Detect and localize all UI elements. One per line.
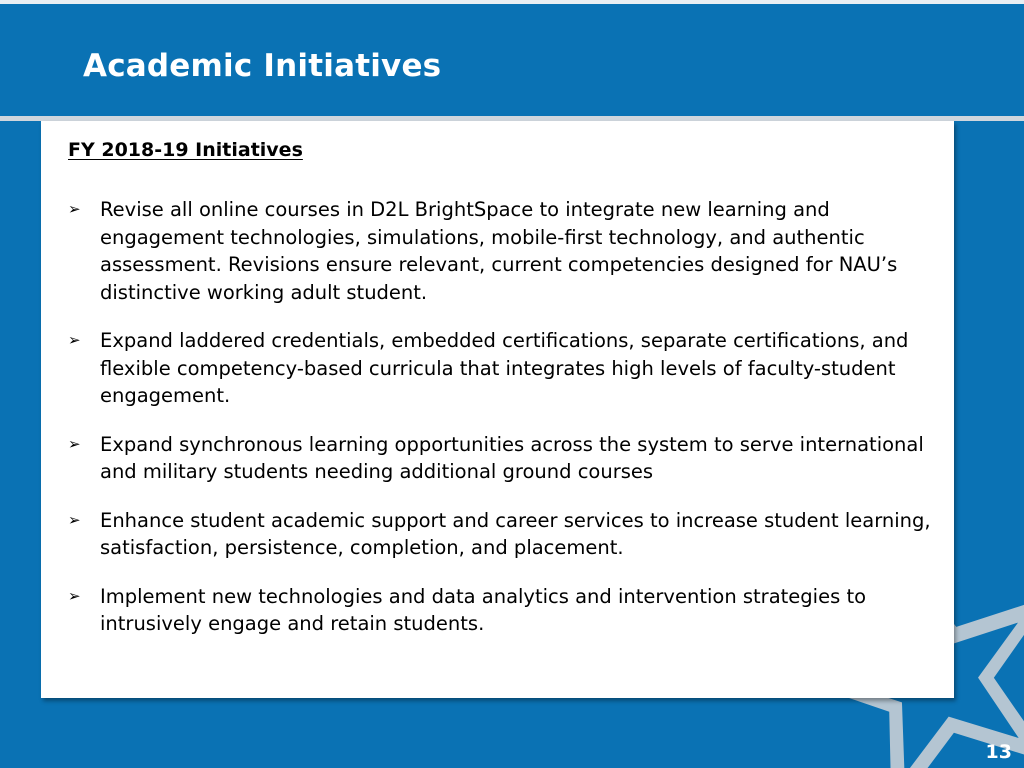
arrowhead-bullet-icon: ➢ xyxy=(68,434,81,453)
arrowhead-bullet-icon: ➢ xyxy=(68,510,81,529)
list-item xyxy=(68,196,948,306)
list-item-text: Expand synchronous learning opportunities across the system to serve international and military students needing additional ground courses xyxy=(100,432,924,483)
list-item-text: Revise all online courses in D2L BrightSpace to integrate new learning and engagement technologies, simulations, mobile-first technology, and authentic assessment. Revisions ensure relevant, current competencies designed for NAU’s distinctive working adult student. xyxy=(100,198,898,304)
page-number: 13 xyxy=(985,741,1012,763)
list-item xyxy=(68,327,948,410)
arrowhead-bullet-icon: ➢ xyxy=(68,586,81,605)
arrowhead-bullet-icon: ➢ xyxy=(68,200,81,218)
section-heading: FY 2018-19 Initiatives xyxy=(68,139,303,161)
list-item xyxy=(68,583,948,638)
list-item-text: Enhance student academic support and career services to increase student learning, satisfaction, persistence, completion, and placement. xyxy=(100,508,931,559)
slide-title: Academic Initiatives xyxy=(83,48,442,84)
list-item xyxy=(68,431,948,486)
list-item-text: Expand laddered credentials, embedded certifications, separate certifications, and flexible competency-based curricula that integrates high levels of faculty-student engagement. xyxy=(100,329,909,407)
arrowhead-bullet-icon: ➢ xyxy=(68,331,81,349)
list-item xyxy=(68,507,948,562)
list-item-text: Implement new technologies and data analytics and intervention strategies to intrusively engage and retain students. xyxy=(100,584,867,635)
content-panel xyxy=(41,121,954,698)
initiatives-list xyxy=(68,196,948,659)
